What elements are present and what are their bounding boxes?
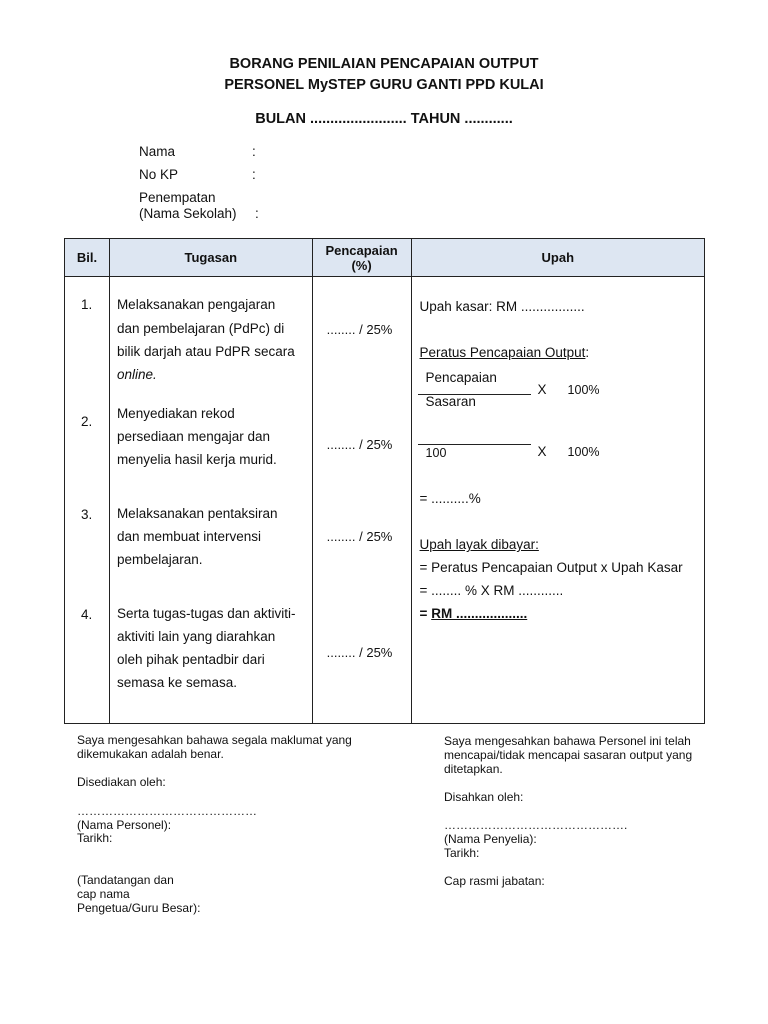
left-date-label: Tarikh: xyxy=(77,831,113,845)
decl-right-line3: ditetapkan. xyxy=(444,762,503,776)
percentage-result: = ..........% xyxy=(419,491,481,506)
header-pencapaian xyxy=(312,239,411,277)
peratus-title-colon: : xyxy=(585,345,590,360)
sekolah-colon: : xyxy=(255,206,259,221)
form-period: BULAN ........................ TAHUN ............ xyxy=(255,111,513,127)
hundred-percent-2: 100% xyxy=(567,445,600,459)
header-upah: Upah xyxy=(411,239,704,277)
prepared-by-label: Disediakan oleh: xyxy=(77,775,166,789)
upah-final-rm: RM ................... xyxy=(431,606,528,621)
nokp-colon: : xyxy=(252,167,256,182)
upah-calc: = ........ % X RM ............ xyxy=(419,583,564,598)
row2-task-line2: persediaan mengajar dan xyxy=(116,429,271,444)
table-body-row xyxy=(65,277,705,724)
row3-task-line1: Melaksanakan pentaksiran xyxy=(116,506,278,521)
row3-score: ........ / 25% xyxy=(326,529,393,544)
declaration-right xyxy=(444,734,692,776)
row4-bil: 4. xyxy=(81,607,93,622)
sekolah-label: (Nama Sekolah) xyxy=(139,206,237,221)
row2-score: ........ / 25% xyxy=(326,437,393,452)
assessment-table xyxy=(64,238,705,724)
decl-right-line1: Saya mengesahkan bahawa Personel ini telah xyxy=(444,734,691,748)
upah-column xyxy=(411,277,704,724)
row4-task-line2: aktiviti lain yang diarahkan xyxy=(116,629,276,644)
approved-signature-line: ………………………………………. xyxy=(444,818,628,832)
approved-by-label: Disahkan oleh: xyxy=(444,790,524,804)
peratus-title-text: Peratus Pencapaian Output xyxy=(419,345,586,360)
peratus-title xyxy=(420,345,590,360)
header-pencapaian-line2: (%) xyxy=(351,257,372,273)
row1-task-line1: Melaksanakan pengajaran xyxy=(116,297,276,312)
multiply-sign-1: X xyxy=(537,382,547,397)
personel-name-label: (Nama Personel): xyxy=(77,818,172,832)
decl-right-line2: mencapai/tidak mencapai sasaran output yang xyxy=(444,748,693,762)
row2-task-line1: Menyediakan rekod xyxy=(116,406,235,421)
row4-score: ........ / 25% xyxy=(326,645,393,660)
upah-layak-title: Upah layak dibayar: xyxy=(419,537,539,552)
right-date-label: Tarikh: xyxy=(444,846,480,860)
signature-stamp-line2: cap nama xyxy=(77,887,130,901)
row3-bil: 3. xyxy=(81,507,93,522)
upah-formula: = Peratus Pencapaian Output x Upah Kasar xyxy=(419,560,683,575)
decl-left-line1: Saya mengesahkan bahawa segala maklumat yang xyxy=(77,733,352,747)
row4-task-line4: semasa ke semasa. xyxy=(116,675,237,690)
header-pencapaian-line1: Pencapaian xyxy=(325,242,398,258)
fraction-numerator: Pencapaian xyxy=(425,370,497,385)
table-header-row xyxy=(65,239,705,277)
upah-final xyxy=(420,606,528,621)
nama-label: Nama xyxy=(139,144,176,159)
row4-task-line3: oleh pihak pentadbir dari xyxy=(116,652,265,667)
header-tugasan: Tugasan xyxy=(109,239,312,277)
penempatan-label: Penempatan xyxy=(139,190,216,205)
form-title-line2: PERSONEL MySTEP GURU GANTI PPD KULAI xyxy=(224,77,544,93)
row2-bil: 2. xyxy=(81,414,93,429)
row4-task-line1: Serta tugas-tugas dan aktiviti- xyxy=(116,606,296,621)
row1-bil: 1. xyxy=(81,297,93,312)
prepared-signature-line: ……………………………………… xyxy=(77,804,257,818)
fraction-line-2 xyxy=(418,444,531,445)
decl-left-line2: dikemukakan adalah benar. xyxy=(77,747,224,761)
signature-stamp-line1: (Tandatangan dan xyxy=(77,873,174,887)
nokp-label: No KP xyxy=(139,167,179,182)
row1-score: ........ / 25% xyxy=(326,322,393,337)
row1-task-line2: dan pembelajaran (PdPc) di xyxy=(116,321,285,336)
row3-task-line2: dan membuat intervensi xyxy=(116,529,262,544)
signature-stamp-label xyxy=(77,873,200,915)
header-bil: Bil. xyxy=(65,239,110,277)
row1-task-line3: bilik darjah atau PdPR secara xyxy=(116,344,295,359)
fraction-denominator: Sasaran xyxy=(425,394,476,409)
signature-stamp-line3: Pengetua/Guru Besar): xyxy=(77,901,201,915)
row1-task-line4: online. xyxy=(116,367,157,382)
penyelia-name-label: (Nama Penyelia): xyxy=(444,832,537,846)
multiply-sign-2: X xyxy=(537,444,547,459)
row3-task-line3: pembelajaran. xyxy=(116,552,203,567)
row2-task-line3: menyelia hasil kerja murid. xyxy=(116,452,277,467)
upah-kasar: Upah kasar: RM ................. xyxy=(419,299,585,314)
bil-column xyxy=(65,277,110,724)
fraction-hundred: 100 xyxy=(425,446,447,460)
pencapaian-column xyxy=(312,277,411,724)
tugasan-column xyxy=(109,277,312,724)
official-stamp-label: Cap rasmi jabatan: xyxy=(444,874,545,888)
upah-final-eq: = xyxy=(419,606,428,621)
declaration-left xyxy=(77,733,352,761)
nama-colon: : xyxy=(252,144,256,159)
form-title-line1: BORANG PENILAIAN PENCAPAIAN OUTPUT xyxy=(229,56,539,72)
hundred-percent-1: 100% xyxy=(567,383,600,397)
